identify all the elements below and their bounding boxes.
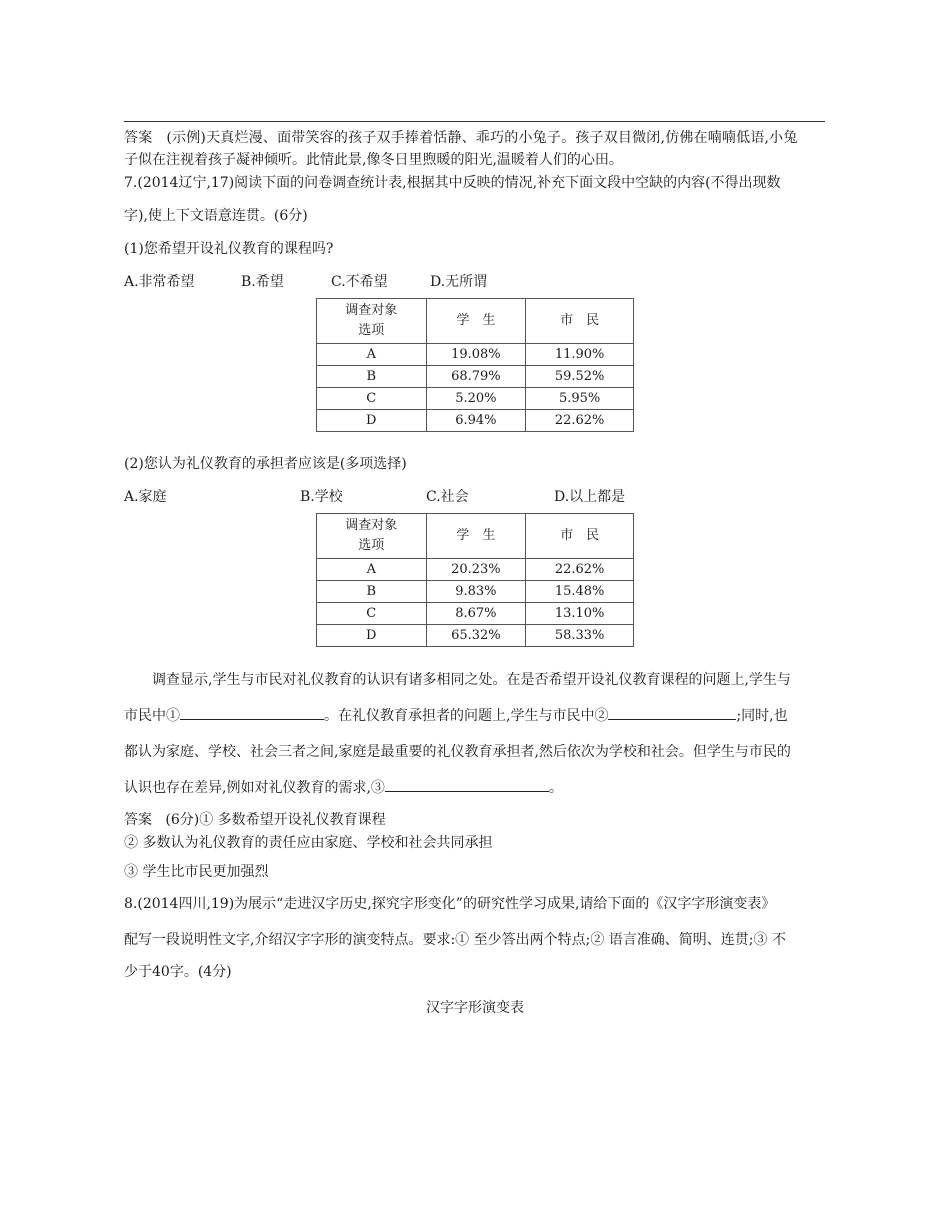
q7-sub1-option-d: D.无所谓 [430, 274, 488, 290]
table-header-row [317, 514, 634, 559]
header-student: 学 生 [426, 514, 526, 559]
row-option: B [317, 366, 427, 388]
q7-passage-line3: 都认为家庭、学校、社会三者之间,家庭是最重要的礼仪教育承担者,然后依次为学校和社会。但学生与市民的 [124, 744, 791, 760]
row-student: 6.94% [426, 410, 526, 432]
q8-line3: 少于40字。(4分) [124, 964, 232, 980]
header-student: 学 生 [426, 299, 526, 344]
row-option: A [317, 344, 427, 366]
q7-sub1-question: (1)您希望开设礼仪教育的课程吗? [124, 241, 334, 257]
row-option: B [317, 581, 427, 603]
answer6-line2: 子似在注视着孩子凝神倾听。此情此景,像冬日里煦暖的阳光,温暖着人们的心田。 [124, 152, 623, 168]
q7-answer-line3: ③ 学生比市民更加强烈 [124, 864, 269, 880]
table-header-row [317, 299, 634, 344]
passage-text-a: 市民中① [124, 708, 180, 724]
row-option: D [317, 625, 427, 647]
q7-answer-text1: (6分)① 多数希望开设礼仪教育课程 [165, 812, 386, 828]
q7-sub2-option-d: D.以上都是 [554, 489, 626, 505]
q7-sub2-option-c: C.社会 [426, 489, 469, 505]
answer-label: 答案 [124, 130, 153, 146]
blank-3-input[interactable] [385, 777, 549, 792]
row-student: 19.08% [426, 344, 526, 366]
header-citizen: 市 民 [526, 299, 634, 344]
table-row [317, 625, 634, 647]
row-student: 8.67% [426, 603, 526, 625]
header-line2: 选项 [358, 538, 385, 553]
q7-sub1-option-b: B.希望 [241, 274, 284, 290]
q7-sub2-option-a: A.家庭 [124, 489, 167, 505]
blank-2-input[interactable] [608, 705, 736, 720]
q7-sub2-option-b: B.学校 [300, 489, 343, 505]
passage-text-b: 。在礼仪教育承担者的问题上,学生与市民中② [324, 708, 609, 724]
header-line1: 调查对象 [345, 303, 398, 318]
header-line1: 调查对象 [345, 518, 398, 533]
table-row [317, 366, 634, 388]
table-row [317, 559, 634, 581]
row-option: C [317, 388, 427, 410]
row-citizen: 13.10% [526, 603, 634, 625]
answer6-text: (示例)天真烂漫、面带笑容的孩子双手捧着恬静、乖巧的小兔子。孩子双目微闭,仿佛在喃喃低语,小兔 [166, 130, 798, 146]
row-student: 65.32% [426, 625, 526, 647]
row-student: 20.23% [426, 559, 526, 581]
answer-label: 答案 [124, 812, 152, 828]
table-row [317, 410, 634, 432]
table-row [317, 581, 634, 603]
table-row [317, 344, 634, 366]
q7-stem-line2: 字),使上下文语意连贯。(6分) [124, 208, 308, 224]
row-citizen: 59.52% [526, 366, 634, 388]
q7-sub1-option-c: C.不希望 [331, 274, 388, 290]
q7-sub1-table [316, 298, 634, 432]
row-citizen: 11.90% [526, 344, 634, 366]
q8-line2: 配写一段说明性文字,介绍汉字字形的演变特点。要求:① 至少答出两个特点;② 语言准确、简明、连贯;③ 不 [124, 932, 786, 948]
row-option: A [317, 559, 427, 581]
table-row [317, 603, 634, 625]
table-row [317, 388, 634, 410]
q8-table-title: 汉字字形演变表 [426, 1000, 524, 1016]
q7-answer-line1 [124, 809, 386, 829]
header-line2: 选项 [358, 323, 385, 338]
top-divider [124, 121, 825, 122]
row-citizen: 58.33% [526, 625, 634, 647]
header-citizen: 市 民 [526, 514, 634, 559]
answer6-line1 [124, 127, 798, 147]
row-option: D [317, 410, 427, 432]
passage-text-c: ;同时,也 [736, 708, 788, 724]
q8-line1: 8.(2014四川,19)为展示“走进汉字历史,探究字形变化”的研究性学习成果,请给下面的《汉字字形演变表》 [124, 896, 776, 912]
q7-sub2-question: (2)您认为礼仪教育的承担者应该是(多项选择) [124, 456, 407, 472]
q7-sub2-table [316, 513, 634, 647]
blank-1-input[interactable] [180, 705, 324, 720]
row-citizen: 22.62% [526, 410, 634, 432]
header-cell-diagonal [317, 299, 427, 344]
header-cell-diagonal [317, 514, 427, 559]
row-student: 5.20% [426, 388, 526, 410]
row-citizen: 15.48% [526, 581, 634, 603]
q7-passage-line1: 调查显示,学生与市民对礼仪教育的认识有诸多相同之处。在是否希望开设礼仪教育课程的问题上,学生与 [152, 672, 791, 688]
row-citizen: 22.62% [526, 559, 634, 581]
q7-stem-line1: 7.(2014辽宁,17)阅读下面的问卷调查统计表,根据其中反映的情况,补充下面文段中空缺的内容(不得出现数 [124, 175, 781, 191]
row-student: 9.83% [426, 581, 526, 603]
q7-sub1-option-a: A.非常希望 [124, 274, 195, 290]
row-option: C [317, 603, 427, 625]
q7-passage-line4 [124, 777, 563, 797]
passage-text-d: 认识也存在差异,例如对礼仪教育的需求,③ [124, 780, 385, 796]
passage-text-e: 。 [548, 780, 563, 796]
q7-passage-line2 [124, 705, 788, 725]
row-student: 68.79% [426, 366, 526, 388]
row-citizen: 5.95% [526, 388, 634, 410]
q7-answer-line2: ② 多数认为礼仪教育的责任应由家庭、学校和社会共同承担 [124, 835, 493, 851]
